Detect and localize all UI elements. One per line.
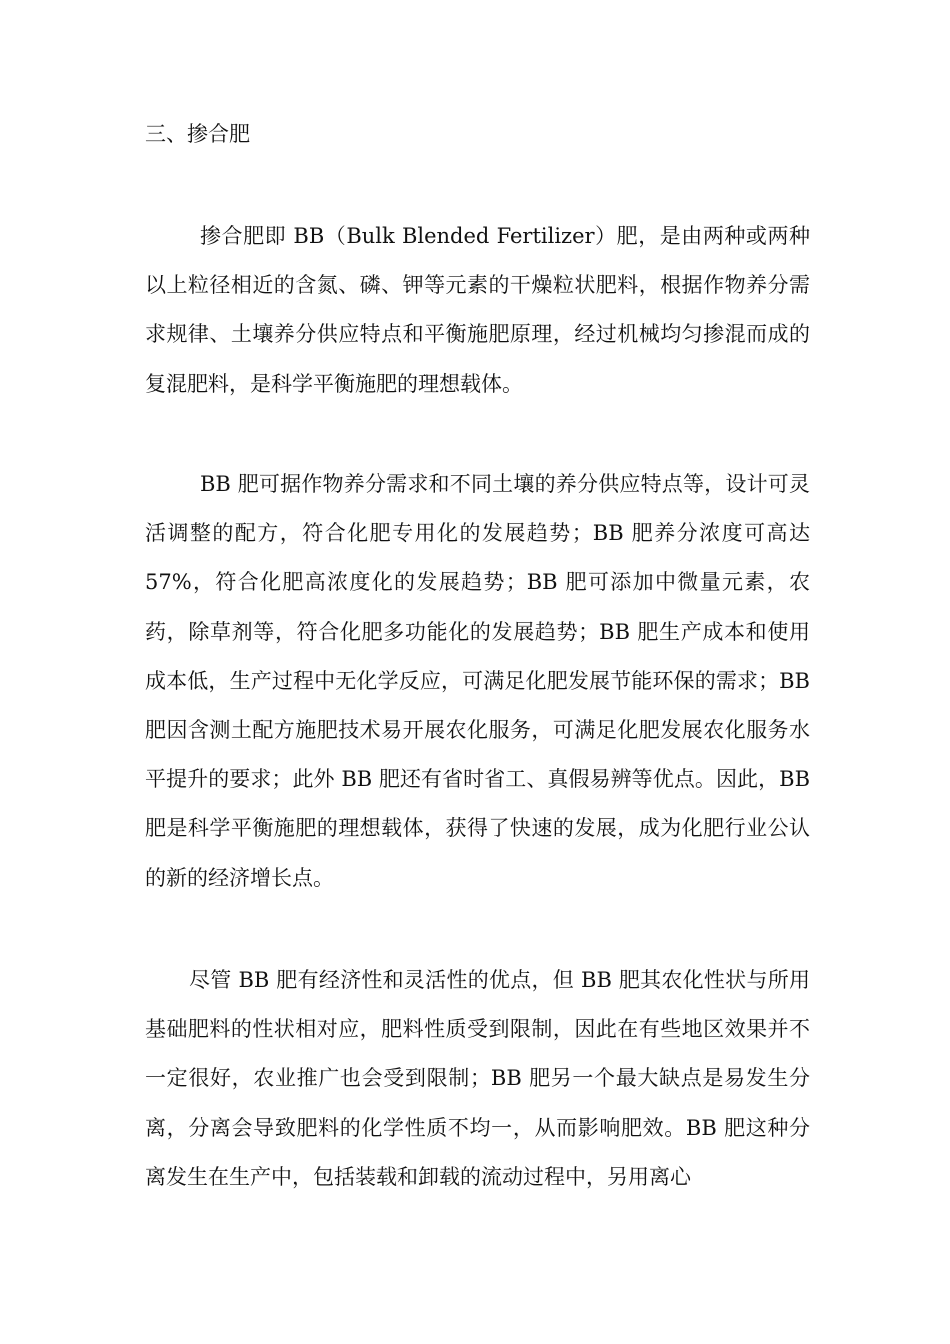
paragraph-bb-disadvantages: 尽管 BB 肥有经济性和灵活性的优点，但 BB 肥其农化性状与所用基础肥料的性状相对应，肥料性质受到限制，因此在有些地区效果并不一定很好，农业推广也会受到限制；BB 肥另一个最大缺点是易发生分离，分离会导致肥料的化学性质不均一，从而影响肥效。BB 肥这种分离发生在生产中，包括装载和卸载的流动过程中，另用离心 — [145, 968, 810, 1189]
paragraph-bb-advantages: BB 肥可据作物养分需求和不同土壤的养分供应特点等，设计可灵活调整的配方，符合化肥专用化的发展趋势；BB 肥养分浓度可高达 57%，符合化肥高浓度化的发展趋势；BB 肥可添加中微量元素，农药，除草剂等，符合化肥多功能化的发展趋势；BB 肥生产成本和使用成本低，生产过程中无化学反应，可满足化肥发展节能环保的需求；BB 肥因含测土配方施肥技术易开展农化服务，可满足化肥发展农化服务水平提升的要求；此外 BB 肥还有省时省工、真假易辨等优点。因此，BB 肥是科学平衡施肥的理想载体，获得了快速的发展，成为化肥行业公认的新的经济增长点。 — [145, 472, 810, 890]
section-heading: 三、掺合肥 — [145, 122, 250, 146]
paragraph-bb-definition: 掺合肥即 BB（Bulk Blended Fertilizer）肥，是由两种或两种以上粒径相近的含氮、磷、钾等元素的干燥粒状肥料，根据作物养分需求规律、土壤养分供应特点和平衡施肥原理，经过机械均匀掺混而成的复混肥料，是科学平衡施肥的理想载体。 — [145, 224, 810, 396]
